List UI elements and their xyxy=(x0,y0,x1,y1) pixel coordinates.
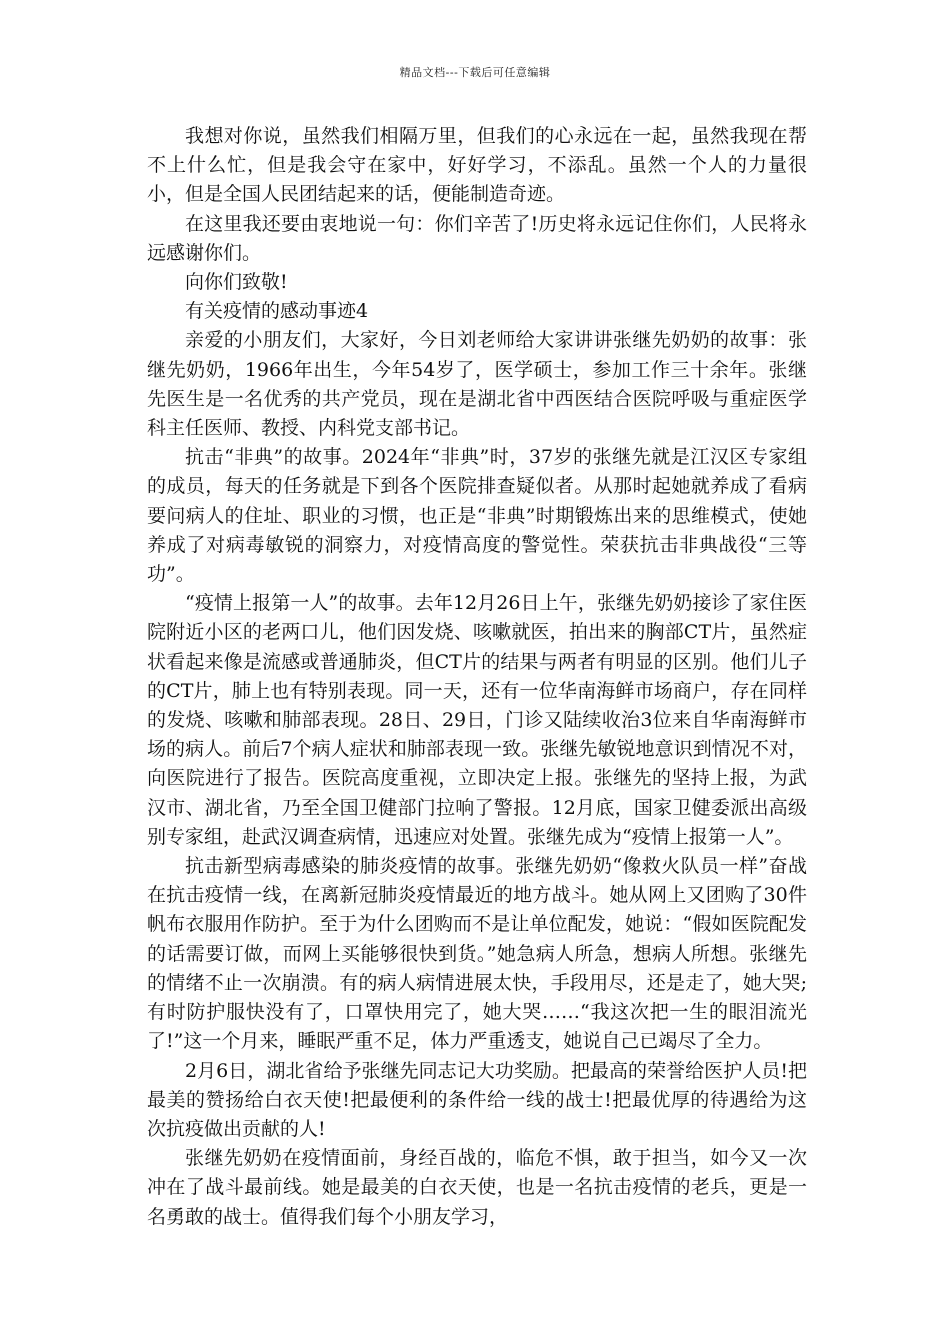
paragraph-10: 张继先奶奶在疫情面前，身经百战的，临危不惧，敢于担当，如今又一次冲在了战斗最前线。她是最美的白衣天使，也是一名抗击疫情的老兵，更是一名勇敢的战士。值得我们每个小朋友学习， xyxy=(147,1147,807,1228)
paragraph-7: “疫情上报第一人”的故事。去年12月26日上午，张继先奶奶接诊了家住医院附近小区的老两口儿，他们因发烧、咳嗽就医，拍出来的胸部CT片，虽然症状看起来像是流感或普通肺炎，但CT片的结果与两者有明显的区别。他们儿子的CT片，肺上也有特别表现。同一天，还有一位华南海鲜市场商户，存在同样的发烧、咳嗽和肺部表现。28日、29日，门诊又陆续收治3位来自华南海鲜市场的病人。前后7个病人症状和肺部表现一致。张继先敏锐地意识到情况不对，向医院进行了报告。医院高度重视，立即决定上报。张继先的坚持上报，为武汉市、湖北省，乃至全国卫健部门拉响了警报。12月底，国家卫健委派出高级别专家组，赴武汉调查病情，迅速应对处置。张继先成为“疫情上报第一人”。 xyxy=(147,592,807,848)
paragraph-3: 向你们致敬! xyxy=(185,271,288,294)
paragraph-6: 抗击“非典”的故事。2024年“非典”时，37岁的张继先就是江汉区专家组的成员，每天的任务就是下到各个医院排查疑似者。从那时起她就养成了看病要问病人的住址、职业的习惯，也正是“非典”时期锻炼出来的思维模式，使她养成了对病毒敏锐的洞察力，对疫情高度的警觉性。荣获抗击非典战役“三等功”。 xyxy=(147,446,807,586)
section-heading: 有关疫情的感动事迹4 xyxy=(185,300,369,323)
paragraph-8: 抗击新型病毒感染的肺炎疫情的故事。张继先奶奶“像救火队员一样”奋战在抗击疫情一线，在离新冠肺炎疫情最近的地方战斗。她从网上又团购了30件帆布衣服用作防护。至于为什么团购而不是让单位配发，她说：“假如医院配发的话需要订做，而网上买能够很快到货。”她急病人所急，想病人所想。张继先的情绪不止一次崩溃。有的病人病情进展太快，手段用尽，还是走了，她大哭;有时防护服快没有了，口罩快用完了，她大哭……“我这次把一生的眼泪流光了!”这一个月来，睡眠严重不足，体力严重透支，她说自己已竭尽了全力。 xyxy=(147,855,807,1053)
paragraph-1: 我想对你说，虽然我们相隔万里，但我们的心永远在一起，虽然我现在帮不上什么忙，但是我会守在家中，好好学习，不添乱。虽然一个人的力量很小，但是全国人民团结起来的话，便能制造奇迹。 xyxy=(147,125,807,206)
document-body xyxy=(147,122,807,1232)
page-header: 精品文档---下载后可任意编辑 xyxy=(399,66,551,79)
paragraph-5: 亲爱的小朋友们，大家好，今日刘老师给大家讲讲张继先奶奶的故事：张继先奶奶，1966年出生，今年54岁了，医学硕士，参加工作三十余年。张继先医生是一名优秀的共产党员，现在是湖北省中西医结合医院呼吸与重症医学科主任医师、教授、内科党支部书记。 xyxy=(147,329,807,440)
paragraph-2: 在这里我还要由衷地说一句：你们辛苦了!历史将永远记住你们，人民将永远感谢你们。 xyxy=(147,212,807,264)
paragraph-9: 2月6日，湖北省给予张继先同志记大功奖励。把最高的荣誉给医护人员!把最美的赞扬给白衣天使!把最便利的条件给一线的战士!把最优厚的待遇给为这次抗疫做出贡献的人! xyxy=(147,1059,807,1140)
